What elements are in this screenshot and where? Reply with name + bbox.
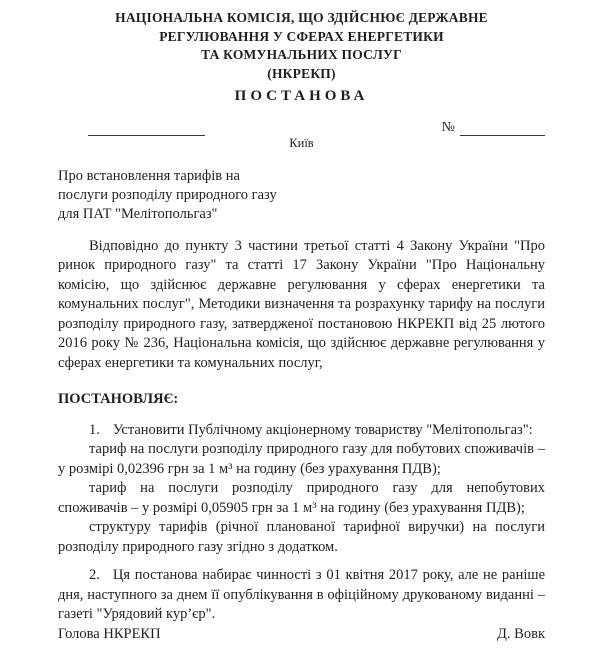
item-1-number: 1.: [89, 421, 100, 438]
number-group: [442, 120, 545, 136]
signer-name: Д. Вовк: [497, 626, 545, 642]
item-2-text: Ця постанова набирає чинності з 01 квітня 2017 року, але не раніше дня, наступного за днем її опублікування в офіційному друкованому виданні – газеті "Урядовий кур’єр".: [58, 567, 545, 623]
date-blank-line: [88, 121, 205, 136]
city-label: Київ: [289, 136, 314, 150]
resolves-heading: ПОСТАНОВЛЯЄ:: [58, 391, 179, 408]
document-header: [58, 9, 545, 83]
subject-block: [58, 167, 545, 225]
item-2: [58, 566, 545, 625]
preamble-paragraph: Відповідно до пункту 3 частини третьої статті 4 Закону України "Про ринок природного газу" та статті 17 Закону України "Про Національну комісію, що здійснює державне регулювання у сферах енергетики та комунальних послуг", Методики визначення та розрахунку тарифу на послуги розподілу природного газу, затвердженої постановою НКРЕКП від 25 лютого 2016 року № 236, Національна комісія, що здійснює державне регулювання у сферах енергетики та комунальних послуг,: [58, 237, 545, 371]
subject-line-3: для ПАТ "Мелітопольгаз": [58, 206, 218, 223]
signer-position: Голова НКРЕКП: [58, 626, 161, 642]
item-1: [58, 421, 545, 441]
org-name-line-1: НАЦІОНАЛЬНА КОМІСІЯ, ЩО ЗДІЙСНЮЄ ДЕРЖАВНЕ: [115, 10, 488, 25]
number-blank-line: [460, 121, 545, 136]
signature-row: [58, 626, 545, 643]
subject-line-1: Про встановлення тарифів на: [58, 168, 240, 184]
tariff-household-paragraph: тариф на послуги розподілу природного газу для побутових споживачів – у розмірі 0,02396 грн за 1 м³ на годину (без урахування ПДВ);: [58, 441, 545, 477]
org-name-line-3: ТА КОМУНАЛЬНИХ ПОСЛУГ: [201, 47, 402, 62]
org-name-line-2: РЕГУЛЮВАННЯ У СФЕРАХ ЕНЕРГЕТИКИ: [159, 28, 444, 44]
item-2-number: 2.: [89, 567, 100, 584]
tariff-structure-paragraph: структуру тарифів (річної планованої тарифної виручки) на послуги розподілу природного газу згідно з додатком.: [58, 519, 545, 555]
subject-line-2: послуги розподілу природного газу: [58, 187, 277, 204]
number-label: №: [441, 120, 455, 135]
org-abbreviation: (НКРЕКП): [267, 65, 336, 81]
tariff-non-household-paragraph: тариф на послуги розподілу природного газу для непобутових споживачів – у розмірі 0,05905 грн за 1 м³ на годину (без урахування ПДВ);: [58, 480, 545, 516]
item-1-text: Установити Публічному акціонерному товариству "Мелітопольгаз":: [112, 421, 533, 438]
document-title: ПОСТАНОВА: [234, 88, 369, 104]
date-number-row: [58, 120, 545, 136]
